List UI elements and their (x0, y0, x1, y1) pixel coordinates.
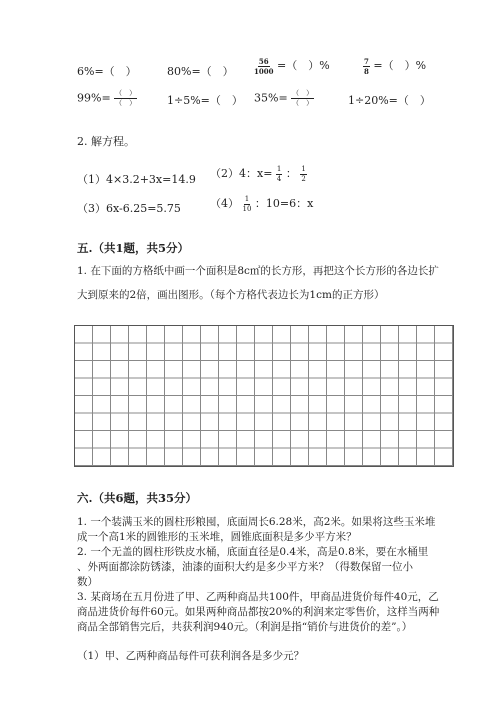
calc-2-3: 35%= $\frac{( )}{( )}$ (254, 89, 314, 107)
fraction: $\frac{( )}{( )}$ (115, 89, 137, 107)
equation-1: （1）4×3.2+3x=14.9 (77, 173, 196, 186)
grid-paper[interactable] (74, 325, 454, 467)
calc-2-1: 99%= $\frac{( )}{( )}$ (77, 89, 137, 107)
calc-2-4: 1÷20%=（ ） (348, 94, 431, 107)
equation-3: （3）6x-6.25=5.75 (77, 202, 181, 215)
section-6-title: 六.（共6题，共35分） (77, 491, 198, 505)
section-6-line-5: 数） (77, 576, 98, 588)
fraction: $\frac{56}{1000}$ (254, 56, 274, 76)
question-2-title: 2. 解方程。 (77, 135, 135, 148)
equation-4: （4） $\frac{1}{10}$ ：10=6：x (210, 194, 314, 213)
fraction: $\frac{7}{8}$ (364, 56, 369, 76)
section-5-title: 五.（共1题，共5分） (77, 241, 190, 255)
calc-1-3: $\frac{56}{1000}$ =（ ）% (254, 56, 330, 76)
calc-1-4: $\frac{7}{8}$ =（ ）% (364, 56, 427, 76)
section-5-line-2: 大到原来的2倍，画出图形。（每个方格代表边长为1cm的正方形） (77, 289, 385, 301)
section-6-line-2: 成一个高1米的圆锥形的玉米堆，圆锥底面积是多少平方米？ (77, 531, 357, 543)
section-6-line-4: 、外两面都涂防锈漆，油漆的面积大约是多少平方米？（得数保留一位小 (77, 561, 413, 573)
calc-2-2: 1÷5%=（ ） (167, 94, 243, 107)
section-6-line-3: 2. 一个无盖的圆柱形铁皮水桶，底面直径是0.4米，高是0.8米，要在水桶里 (77, 546, 429, 558)
section-6-line-6: 3. 某商场在五月份进了甲、乙两种商品共100件，甲商品进货价每件40元，乙 (77, 591, 439, 603)
equation-2: （2）4：x= $\frac{1}{4}$ ： $\frac{1}{2}$ (210, 164, 306, 183)
section-6-line-1: 1. 一个装满玉米的圆柱形粮囤，底面周长6.28米，高2米。如果将这些玉米堆 (77, 516, 436, 528)
fraction: $\frac{( )}{( )}$ (292, 89, 314, 107)
fraction: $\frac{1}{2}$ (301, 164, 306, 183)
section-6-line-7: 商品进货价每件60元。如果两种商品都按20%的利润来定零售价，这样当两种 (77, 606, 440, 618)
fraction: $\frac{1}{10}$ (242, 194, 252, 213)
section-6-line-8: 商品全部销售完后，共获利润940元。（利润是指“销价与进货价的差”。） (77, 621, 413, 633)
section-5-line-1: 1. 在下面的方格纸中画一个面积是8c㎡的长方形，再把这个长方形的各边长扩 (77, 265, 439, 277)
calc-1-2: 80%=（ ） (167, 65, 234, 78)
section-6-subquestion-1: （1）甲、乙两种商品每件可获利润各是多少元？ (77, 650, 305, 662)
calc-1-1: 6%=（ ） (77, 65, 137, 78)
fraction: $\frac{1}{4}$ (276, 164, 282, 183)
